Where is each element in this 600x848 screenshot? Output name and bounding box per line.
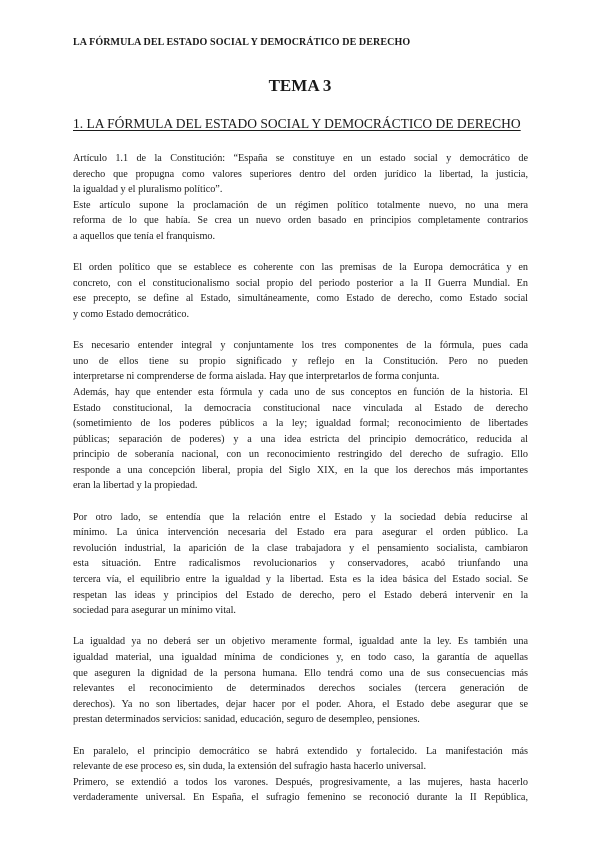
text-line: uno de ellos tiene su propio significado y reflejo en la Constitución. Pero no pueden [73,355,528,367]
text-line: y como Estado democrático. [73,308,189,320]
paragraph [73,634,528,728]
paragraph [73,151,528,245]
text-line: esta situación. Entre radicalismos revolucionarios y conservadores, acabó triunfando una [73,558,528,570]
text-line: derecho que propugna como valores superiores dentro del orden jurídico la libertad, la justicia, [73,168,528,180]
text-line: relevante de ese proceso es, sin duda, la extensión del sufragio hasta hacerlo universal. [73,761,427,773]
text-line: En paralelo, el principio democrático se habrá extendido y fortalecido. La manifestación más [73,745,528,757]
text-line: principio de soberanía nacional, con un reconocimiento restringido del derecho de sufragio. Ello [73,449,528,461]
text-line: Es necesario entender integral y conjuntamente los tres componentes de la fórmula, pues cada [73,340,528,352]
running-header: LA FÓRMULA DEL ESTADO SOCIAL Y DEMOCRÁTICO DE DERECHO [73,37,411,48]
text-line: la igualdad y el pluralismo político”. [73,184,223,196]
text-line: sociedad para asegurar un mínimo vital. [73,605,236,617]
text-line: revolución industrial, la aparición de la clase trabajadora y el pensamiento socialista, cambiaron [73,542,528,554]
text-line: interpretarse ni comprenderse de forma aislada. Hay que interpretarlos de forma conjunta. [73,371,440,383]
page-title: TEMA 3 [268,76,332,95]
text-line: verdaderamente universal. En España, el sufragio femenino se reconoció durante la II República, [73,792,528,804]
text-line: La igualdad ya no deberá ser un objetivo meramente formal, igualdad ante la ley. Es también una [73,636,528,648]
text-line: que aseguren la dignidad de la persona humana. Ello tendrá como una de sus consecuencias más [73,667,528,679]
paragraph [73,260,528,322]
paragraph [73,744,528,806]
text-line: relevantes el reconocimiento de determinados derechos sociales (tercera generación de [73,683,528,695]
text-line: concreto, con el constitucionalismo social propio del periodo posterior a la II Guerra Mundial. En [73,277,528,289]
text-line: Estado constitucional, la democracia constitucional nace vinculada al Estado de derecho [73,402,528,414]
text-line: Por otro lado, se entendía que la relación entre el Estado y la sociedad debía reducirse al [73,511,528,523]
text-line: eran la libertad y la propiedad. [73,480,198,492]
text-line: mínimo. La única intervención necesaria del Estado era para asegurar el orden público. La [73,527,528,539]
text-line: reforma de lo que había. Se crea un nuevo orden basado en principios completamente contrarios [73,215,528,227]
text-line: a aquellos que tenía el franquismo. [73,230,216,242]
text-line: Artículo 1.1 de la Constitución: “España se constituye en un estado social y democrático de [73,153,528,164]
text-line: El orden político que se establece es coherente con las premisas de la Europa democrática y en [73,262,528,274]
text-line: tercera vía, el equilibrio entre la igualdad y la libertad. Esta es la idea básica del Estado social. Se [73,574,528,586]
text-line: públicas; separación de poderes) y a una idea estricta del principio democrático, reducida al [73,433,528,445]
document-body [73,151,528,822]
text-line: responde a una concepción liberal, propia del Siglo XIX, en la que los derechos más importantes [73,464,528,476]
text-line: Primero, se extendió a todos los varones. Después, progresivamente, a las mujeres, hasta hacerlo [73,776,528,788]
paragraph [73,510,528,619]
text-line: derechos). Ya no son libertades, dejar hacer por el poder. Ahora, el Estado debe asegurar que se [73,698,528,710]
paragraph [73,338,528,494]
text-line: respetan las ideas y principios del Estado de derecho, pero el Estado deberá intervenir en la [73,589,528,601]
text-line: prestan determinados servicios: sanidad, educación, seguro de desempleo, pensiones. [73,714,420,726]
section-heading: 1. LA FÓRMULA DEL ESTADO SOCIAL Y DEMOCRÁCTICO DE DERECHO [73,116,521,131]
text-line: (sometimiento de los poderes públicos a la ley; igualdad formal; reconocimiento de libertades [73,418,528,430]
text-line: Además, hay que entender esta fórmula y cada uno de sus conceptos en función de la historia. El [73,386,528,398]
text-line: Este artículo supone la proclamación de un régimen político totalmente nuevo, no una mera [73,199,528,211]
text-line: igualdad material, una igualdad mínima de condiciones y, en todo caso, la garantía de aquellas [73,652,528,663]
text-line: ese precepto, se define al Estado, simultáneamente, como Estado de derecho, como Estado social [73,293,528,305]
